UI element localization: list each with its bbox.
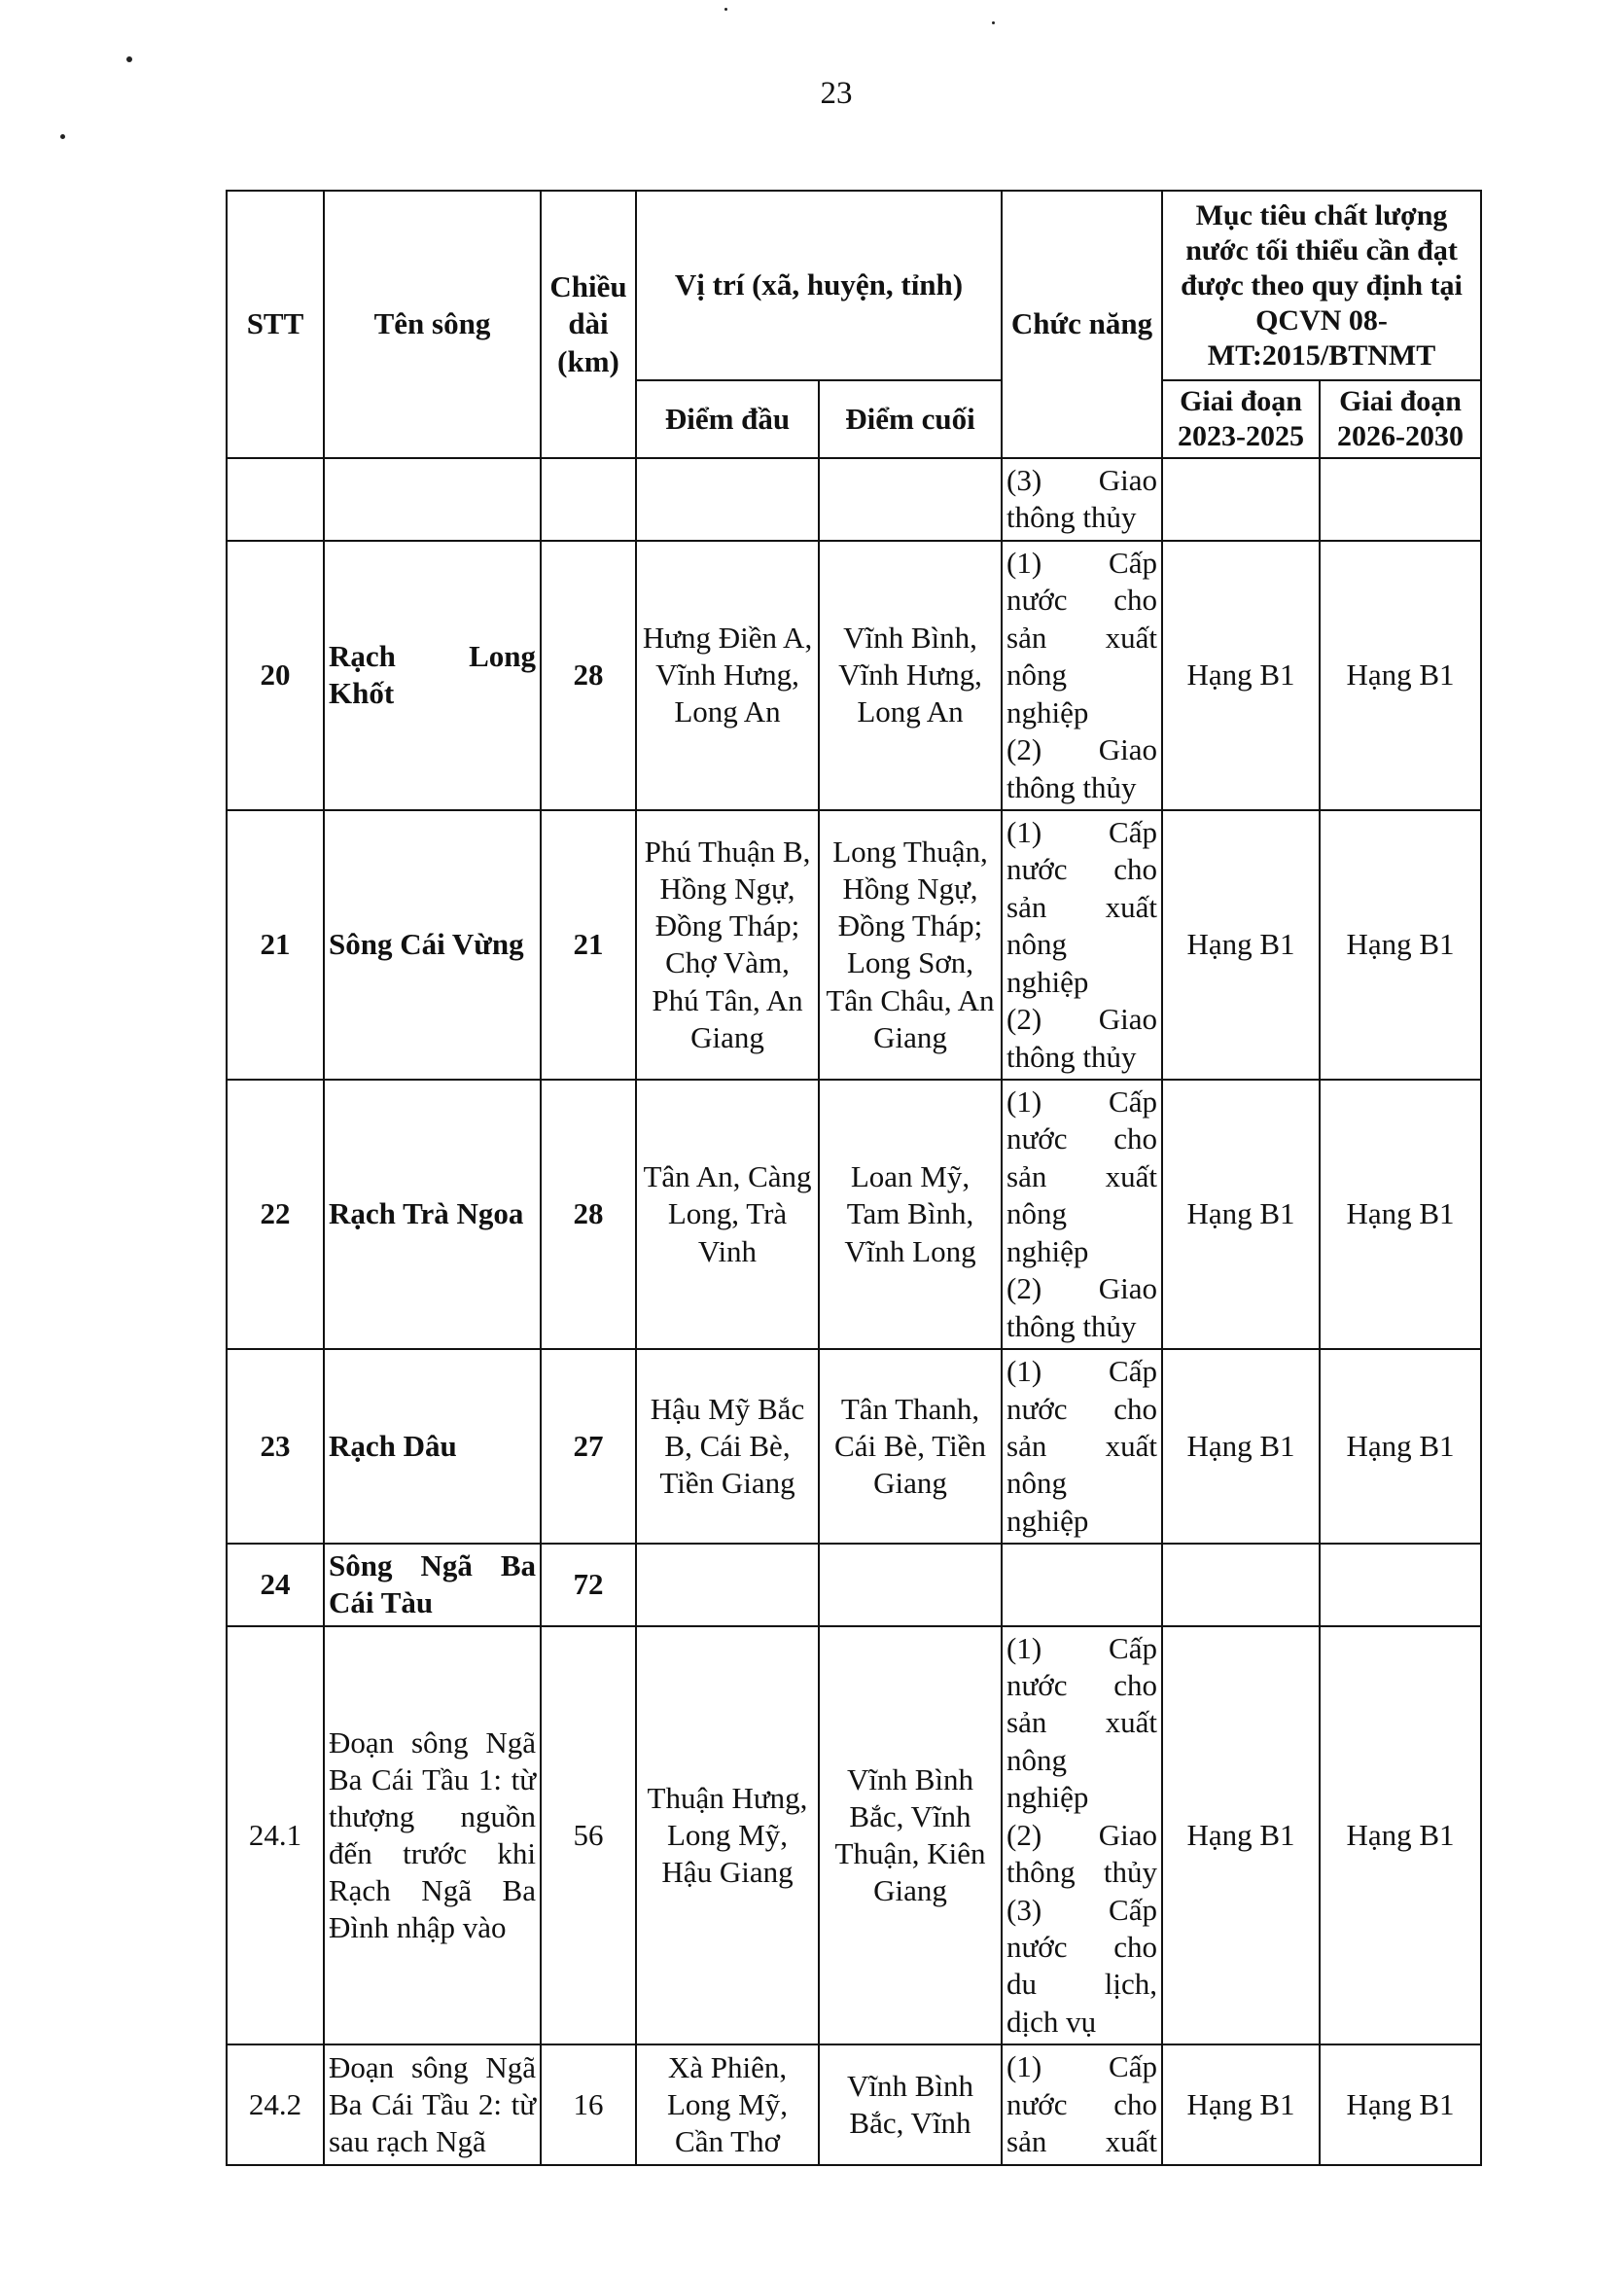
function-line: nước cho — [1006, 1930, 1157, 1964]
header-quality-goal: Mục tiêu chất lượng nước tối thiểu cần đạt được theo quy định tại QCVN 08-MT:2015/BTNMT — [1162, 191, 1481, 380]
cell-period-2023-2025: Hạng B1 — [1162, 2044, 1320, 2164]
cell-stt: 20 — [227, 541, 324, 810]
cell-start-point: Thuận Hưng, Long Mỹ, Hậu Giang — [636, 1626, 819, 2045]
table-row — [227, 810, 1481, 1080]
header-end-point: Điểm cuối — [819, 380, 1002, 458]
table-row — [227, 1544, 1481, 1625]
function-line: (1) Cấp — [1006, 545, 1157, 580]
function-line: nông — [1006, 1742, 1067, 1777]
function-line: thông thủy — [1006, 1308, 1137, 1343]
header-period-2023-2025: Giai đoạn 2023-2025 — [1162, 380, 1320, 458]
cell-period-2023-2025: Hạng B1 — [1162, 541, 1320, 810]
cell-function — [1002, 541, 1162, 810]
cell-period-2026-2030: Hạng B1 — [1320, 1626, 1481, 2045]
cell-river-name: Đoạn sông Ngã Ba Cái Tầu 2: từ sau rạch Ngã — [324, 2044, 541, 2164]
function-line: (2) Giao — [1006, 1817, 1157, 1852]
header-length: Chiều dài (km) — [541, 191, 636, 458]
cell-end-point: Vĩnh Bình Bắc, Vĩnh Thuận, Kiên Giang — [819, 1626, 1002, 2045]
cell-end-point — [819, 458, 1002, 541]
scan-speck — [724, 8, 727, 11]
function-line: (1) Cấp — [1006, 1084, 1157, 1119]
cell-length: 21 — [541, 810, 636, 1080]
cell-period-2026-2030 — [1320, 1544, 1481, 1625]
function-line: thông thủy — [1006, 1039, 1137, 1074]
cell-stt: 24 — [227, 1544, 324, 1625]
cell-river-name: Đoạn sông Ngã Ba Cái Tầu 1: từ thượng nguồn đến trước khi Rạch Ngã Ba Đình nhập vào — [324, 1626, 541, 2045]
cell-start-point: Phú Thuận B, Hồng Ngự, Đồng Tháp; Chợ Vàm, Phú Tân, An Giang — [636, 810, 819, 1080]
header-period-2026-2030: Giai đoạn 2026-2030 — [1320, 380, 1481, 458]
function-line: (1) Cấp — [1006, 814, 1157, 849]
scan-speck — [126, 56, 132, 62]
cell-stt: 23 — [227, 1349, 324, 1544]
cell-start-point: Tân An, Càng Long, Trà Vinh — [636, 1080, 819, 1349]
function-line: thông thủy — [1006, 769, 1137, 804]
function-line: nước cho — [1006, 1391, 1157, 1426]
cell-river-name — [324, 458, 541, 541]
river-quality-table — [226, 190, 1482, 2166]
function-line: (2) Giao — [1006, 1271, 1157, 1306]
function-line: (2) Giao — [1006, 732, 1157, 767]
cell-period-2023-2025: Hạng B1 — [1162, 1080, 1320, 1349]
function-line: nghiệp — [1006, 1233, 1089, 1268]
cell-period-2023-2025 — [1162, 458, 1320, 541]
cell-period-2026-2030: Hạng B1 — [1320, 2044, 1481, 2164]
cell-function — [1002, 1080, 1162, 1349]
function-line: sản xuất — [1006, 1705, 1157, 1740]
function-line: (2) Giao — [1006, 1002, 1157, 1037]
function-line: sản xuất — [1006, 1158, 1157, 1193]
function-line: nước cho — [1006, 1667, 1157, 1702]
function-line: nước cho — [1006, 583, 1157, 618]
header-start-point: Điểm đầu — [636, 380, 819, 458]
function-line: (3) Cấp — [1006, 1892, 1157, 1927]
cell-river-name: Sông Ngã Ba Cái Tàu — [324, 1544, 541, 1625]
function-line: thông thủy — [1006, 500, 1137, 535]
function-line: nghiệp — [1006, 1503, 1089, 1538]
cell-stt: 22 — [227, 1080, 324, 1349]
cell-period-2023-2025: Hạng B1 — [1162, 810, 1320, 1080]
cell-river-name: Rạch Long Khốt — [324, 541, 541, 810]
cell-length: 16 — [541, 2044, 636, 2164]
cell-stt — [227, 458, 324, 541]
function-line: (1) Cấp — [1006, 1630, 1157, 1665]
scan-speck — [992, 21, 995, 24]
function-line: sản xuất — [1006, 2124, 1157, 2159]
function-line: nước cho — [1006, 852, 1157, 887]
function-line: nước cho — [1006, 1121, 1157, 1156]
cell-period-2026-2030: Hạng B1 — [1320, 1080, 1481, 1349]
cell-end-point — [819, 1544, 1002, 1625]
function-line: du lịch, — [1006, 1967, 1157, 2002]
function-line: dịch vụ — [1006, 2004, 1097, 2039]
cell-start-point — [636, 1544, 819, 1625]
cell-period-2026-2030: Hạng B1 — [1320, 810, 1481, 1080]
cell-function — [1002, 1626, 1162, 2045]
cell-length: 56 — [541, 1626, 636, 2045]
table-row — [227, 1626, 1481, 2045]
function-line: sản xuất — [1006, 889, 1157, 924]
function-line: nghiệp — [1006, 964, 1089, 999]
page-number: 23 — [820, 76, 853, 111]
cell-start-point: Hưng Điền A, Vĩnh Hưng, Long An — [636, 541, 819, 810]
cell-end-point: Vĩnh Bình Bắc, Vĩnh — [819, 2044, 1002, 2164]
cell-end-point: Long Thuận, Hồng Ngự, Đồng Tháp; Long Sơn, Tân Châu, An Giang — [819, 810, 1002, 1080]
cell-length: 72 — [541, 1544, 636, 1625]
cell-end-point: Loan Mỹ, Tam Bình, Vĩnh Long — [819, 1080, 1002, 1349]
function-line: (1) Cấp — [1006, 2049, 1157, 2084]
cell-length: 28 — [541, 1080, 636, 1349]
cell-river-name: Sông Cái Vừng — [324, 810, 541, 1080]
cell-stt: 21 — [227, 810, 324, 1080]
cell-period-2026-2030: Hạng B1 — [1320, 1349, 1481, 1544]
function-line: (3) Giao — [1006, 463, 1157, 497]
table-row — [227, 458, 1481, 541]
function-line: nghiệp — [1006, 694, 1089, 729]
cell-end-point: Vĩnh Bình, Vĩnh Hưng, Long An — [819, 541, 1002, 810]
cell-length: 27 — [541, 1349, 636, 1544]
function-line: (1) Cấp — [1006, 1354, 1157, 1389]
cell-period-2023-2025: Hạng B1 — [1162, 1349, 1320, 1544]
cell-river-name: Rạch Trà Ngoa — [324, 1080, 541, 1349]
function-line: sản xuất — [1006, 1428, 1157, 1463]
cell-function — [1002, 1349, 1162, 1544]
header-stt: STT — [227, 191, 324, 458]
cell-function — [1002, 458, 1162, 541]
header-river-name: Tên sông — [324, 191, 541, 458]
cell-function — [1002, 810, 1162, 1080]
function-line: nông — [1006, 1466, 1067, 1501]
cell-start-point: Xà Phiên, Long Mỹ, Cần Thơ — [636, 2044, 819, 2164]
cell-function — [1002, 2044, 1162, 2164]
header-location: Vị trí (xã, huyện, tỉnh) — [636, 191, 1002, 380]
header-function: Chức năng — [1002, 191, 1162, 458]
function-line: sản xuất — [1006, 620, 1157, 655]
cell-stt: 24.1 — [227, 1626, 324, 2045]
table-row — [227, 1349, 1481, 1544]
cell-length — [541, 458, 636, 541]
cell-start-point — [636, 458, 819, 541]
table-row — [227, 1080, 1481, 1349]
function-line: nông — [1006, 1196, 1067, 1231]
cell-length: 28 — [541, 541, 636, 810]
function-line: nghiệp — [1006, 1780, 1089, 1815]
cell-period-2023-2025 — [1162, 1544, 1320, 1625]
cell-stt: 24.2 — [227, 2044, 324, 2164]
cell-period-2026-2030 — [1320, 458, 1481, 541]
table-row — [227, 2044, 1481, 2164]
cell-period-2023-2025: Hạng B1 — [1162, 1626, 1320, 2045]
scan-speck — [60, 134, 65, 139]
function-line: nông — [1006, 927, 1067, 962]
cell-river-name: Rạch Dâu — [324, 1349, 541, 1544]
function-line: nông — [1006, 658, 1067, 693]
cell-start-point: Hậu Mỹ Bắc B, Cái Bè, Tiền Giang — [636, 1349, 819, 1544]
cell-end-point: Tân Thanh, Cái Bè, Tiền Giang — [819, 1349, 1002, 1544]
function-line: thông thủy — [1006, 1855, 1157, 1890]
table-row — [227, 541, 1481, 810]
cell-period-2026-2030: Hạng B1 — [1320, 541, 1481, 810]
cell-function — [1002, 1544, 1162, 1625]
function-line: nước cho — [1006, 2086, 1157, 2121]
